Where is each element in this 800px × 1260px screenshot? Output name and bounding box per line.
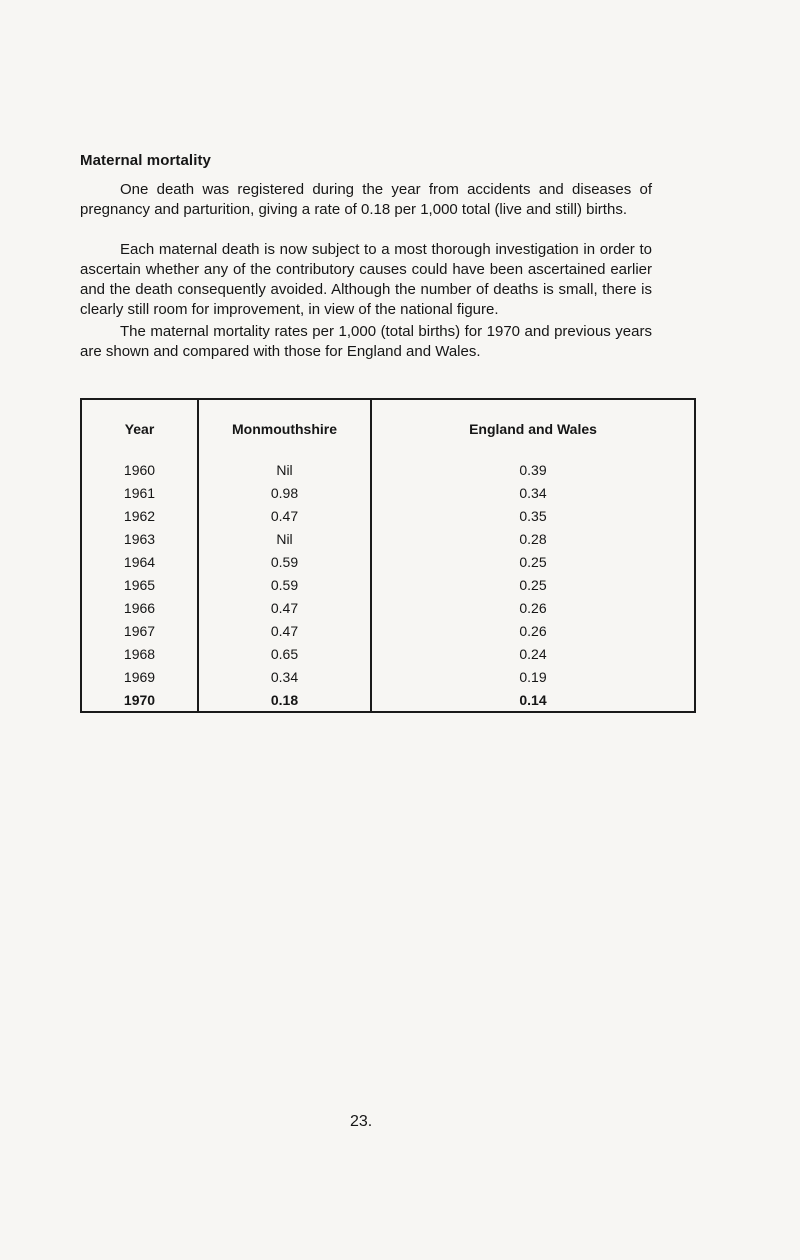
maternal-mortality-table xyxy=(80,398,696,713)
column-header-monmouthshire: Monmouthshire xyxy=(198,399,371,458)
cell-year: 1964 xyxy=(81,550,198,573)
column-header-year: Year xyxy=(81,399,198,458)
cell-england-and-wales: 0.26 xyxy=(371,596,695,619)
table-row xyxy=(81,573,695,596)
cell-year: 1961 xyxy=(81,481,198,504)
table-row xyxy=(81,665,695,688)
page-number: 23. xyxy=(350,1113,373,1130)
cell-year: 1963 xyxy=(81,527,198,550)
cell-monmouthshire: 0.47 xyxy=(198,596,371,619)
cell-monmouthshire: 0.47 xyxy=(198,619,371,642)
table-header-row xyxy=(81,399,695,458)
table-row xyxy=(81,458,695,481)
cell-england-and-wales: 0.35 xyxy=(371,504,695,527)
cell-england-and-wales: 0.14 xyxy=(371,688,695,712)
cell-monmouthshire: 0.98 xyxy=(198,481,371,504)
cell-england-and-wales: 0.25 xyxy=(371,573,695,596)
table-row xyxy=(81,642,695,665)
cell-monmouthshire: Nil xyxy=(198,458,371,481)
cell-monmouthshire: 0.65 xyxy=(198,642,371,665)
cell-england-and-wales: 0.25 xyxy=(371,550,695,573)
paragraph-death-registered: One death was registered during the year from accidents and diseases of pregnancy and parturition, giving a rate of 0.18 per 1,000 total (live and still) births. xyxy=(80,181,652,218)
cell-year: 1965 xyxy=(81,573,198,596)
mortality-table-container xyxy=(80,398,694,710)
cell-year: 1970 xyxy=(81,688,198,712)
cell-year: 1960 xyxy=(81,458,198,481)
section-heading: Maternal mortality xyxy=(80,152,211,169)
cell-england-and-wales: 0.19 xyxy=(371,665,695,688)
table-row xyxy=(81,527,695,550)
cell-monmouthshire: Nil xyxy=(198,527,371,550)
cell-england-and-wales: 0.24 xyxy=(371,642,695,665)
cell-year: 1967 xyxy=(81,619,198,642)
cell-year: 1962 xyxy=(81,504,198,527)
cell-england-and-wales: 0.28 xyxy=(371,527,695,550)
cell-year: 1966 xyxy=(81,596,198,619)
cell-england-and-wales: 0.26 xyxy=(371,619,695,642)
cell-monmouthshire: 0.59 xyxy=(198,550,371,573)
cell-year: 1969 xyxy=(81,665,198,688)
table-row xyxy=(81,596,695,619)
cell-year: 1968 xyxy=(81,642,198,665)
cell-england-and-wales: 0.34 xyxy=(371,481,695,504)
cell-monmouthshire: 0.34 xyxy=(198,665,371,688)
table-row xyxy=(81,688,695,712)
table-row xyxy=(81,550,695,573)
cell-england-and-wales: 0.39 xyxy=(371,458,695,481)
cell-monmouthshire: 0.47 xyxy=(198,504,371,527)
table-row xyxy=(81,481,695,504)
paragraph-investigation: Each maternal death is now subject to a most thorough investigation in order to ascertain whether any of the contributory causes could have been ascertained earlier and the death consequently avoided. Although the number of deaths is small, there is clearly still room for improvement, in view of the national figure. xyxy=(80,241,652,318)
cell-monmouthshire: 0.59 xyxy=(198,573,371,596)
paragraph-rates-comparison: The maternal mortality rates per 1,000 (total births) for 1970 and previous years are shown and compared with those for England and Wales. xyxy=(80,323,652,360)
cell-monmouthshire: 0.18 xyxy=(198,688,371,712)
column-header-england-and-wales: England and Wales xyxy=(371,399,695,458)
table-row xyxy=(81,619,695,642)
table-row xyxy=(81,504,695,527)
